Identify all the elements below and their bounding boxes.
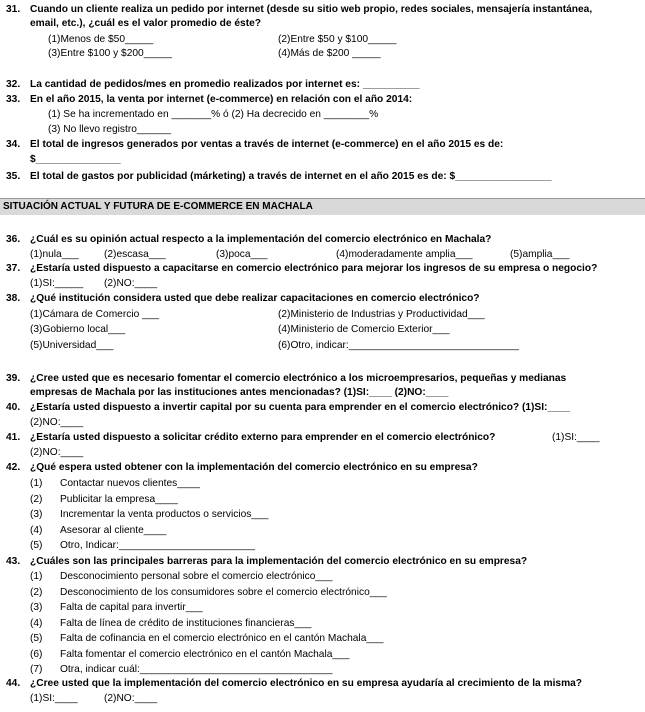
answer-option: (3) No llevo registro______ <box>48 124 171 135</box>
answer-option: (5)amplia___ <box>510 249 570 260</box>
question-number: 32. <box>6 79 21 90</box>
question-text: En el año 2015, la venta por internet (e-commerce) en relación con el año 2014: <box>30 94 413 105</box>
question-text: email, etc.), ¿cuál es el valor promedio de éste? <box>30 18 261 29</box>
answer-option: (2)escasa___ <box>104 249 166 260</box>
question-number: 40. <box>6 402 21 413</box>
answer-option: (2)Ministerio de Industrias y Productividad___ <box>278 309 485 320</box>
question-text: El total de ingresos generados por ventas a través de internet (e-commerce) en el año 2015 es de: <box>30 139 504 150</box>
answer-option: (1) Se ha incrementado en _______% ó (2) Ha decrecido en ________% <box>48 109 379 120</box>
answer-option: (2)Entre $50 y $100_____ <box>278 34 397 45</box>
list-item: Incrementar la venta productos o servicios___ <box>60 509 269 520</box>
question-text: ¿Qué espera usted obtener con la implementación del comercio electrónico en su empresa? <box>30 462 478 473</box>
answer-option: (5)Universidad___ <box>30 340 114 351</box>
answer-option: (3)Gobierno local___ <box>30 324 126 335</box>
question-text: El total de gastos por publicidad (márketing) a través de internet en el año 2015 es de: $_________________ <box>30 171 552 182</box>
list-item: Desconocimiento de los consumidores sobre el comercio electrónico___ <box>60 586 387 598</box>
list-item-number: (3) <box>30 602 43 613</box>
answer-option: (4)moderadamente amplia___ <box>336 249 473 260</box>
list-item-number: (6) <box>30 648 43 660</box>
question-text: ¿Cree usted que es necesario fomentar el comercio electrónico a los microempresarios, pequeñas y medianas <box>30 373 567 384</box>
list-item-number: (1) <box>30 478 43 489</box>
question-number: 37. <box>6 263 21 274</box>
question-number: 34. <box>6 139 21 150</box>
question-number: 33. <box>6 94 21 105</box>
list-item: Falta de cofinancia en el comercio electrónico en el cantón Machala___ <box>60 633 384 644</box>
question-text: ¿Qué institución considera usted que debe realizar capacitaciones en comercio electrónico? <box>30 293 480 304</box>
question-number: 38. <box>6 293 21 304</box>
list-item-number: (2) <box>30 493 43 505</box>
question-number: 41. <box>6 432 21 443</box>
question-text: ¿Cuál es su opinión actual respecto a la implementación del comercio electrónico en Machala? <box>30 234 492 245</box>
list-item: Contactar nuevos clientes____ <box>60 478 200 489</box>
question-text: ¿Cree usted que la implementación del comercio electrónico en su empresa ayudaría al crecimiento de la misma? <box>30 678 583 689</box>
question-number: 44. <box>6 678 21 689</box>
answer-option: (1)SI:____ <box>552 432 600 443</box>
answer-option: (1)SI:_____ <box>30 278 84 289</box>
list-item-number: (5) <box>30 540 43 551</box>
list-item-number: (4) <box>30 524 43 536</box>
question-text: ¿Estaría usted dispuesto a capacitarse en comercio electrónico para mejorar los ingresos de su empresa o negocio? <box>30 263 598 274</box>
answer-option: (1)SI:____ <box>30 693 78 704</box>
section-header <box>0 198 645 215</box>
question-number: 39. <box>6 373 21 384</box>
question-number: 36. <box>6 234 21 245</box>
list-item: Falta de línea de crédito de instituciones financieras___ <box>60 617 312 629</box>
list-item-number: (7) <box>30 664 43 675</box>
answer-option: (2)NO:____ <box>104 693 158 704</box>
question-text: La cantidad de pedidos/mes en promedio realizados por internet es: __________ <box>30 79 420 90</box>
answer-blank: $_______________ <box>30 154 121 165</box>
answer-option: (4)Ministerio de Comercio Exterior___ <box>278 324 450 335</box>
list-item: Otra, indicar cuál:__________________________________ <box>60 664 333 675</box>
answer-option: (3)Entre $100 y $200_____ <box>48 48 173 59</box>
section-title: SITUACIÓN ACTUAL Y FUTURA DE E-COMMERCE EN MACHALA <box>3 201 313 212</box>
list-item-number: (4) <box>30 617 43 629</box>
answer-option: (2)NO:____ <box>30 417 84 428</box>
answer-option: (2)NO:____ <box>30 447 84 458</box>
answer-option: (3)poca___ <box>216 249 268 260</box>
answer-option: (2)NO:____ <box>104 278 158 289</box>
list-item: Falta de capital para invertir___ <box>60 602 203 613</box>
question-text: ¿Cuáles son las principales barreras para la implementación del comercio electrónico en su empresa? <box>30 556 528 567</box>
list-item: Publicitar la empresa____ <box>60 493 178 505</box>
list-item-number: (5) <box>30 633 43 644</box>
answer-option: (6)Otro, indicar:______________________________ <box>278 340 519 351</box>
list-item-number: (3) <box>30 509 43 520</box>
question-text: empresas de Machala por las instituciones antes mencionadas? (1)SI:____ (2)NO:____ <box>30 387 449 398</box>
question-number: 42. <box>6 462 21 473</box>
list-item: Otro, Indicar:________________________ <box>60 540 255 551</box>
list-item-number: (2) <box>30 586 43 598</box>
answer-option: (1)Menos de $50_____ <box>48 34 154 45</box>
list-item-number: (1) <box>30 571 43 582</box>
answer-option: (1)Cámara de Comercio ___ <box>30 309 160 320</box>
question-text: Cuando un cliente realiza un pedido por internet (desde su sitio web propio, redes sociales, mensajería instantánea, <box>30 4 593 15</box>
list-item: Falta fomentar el comercio electrónico en el cantón Machala___ <box>60 648 350 660</box>
question-text: ¿Estaría usted dispuesto a solicitar crédito externo para emprender en el comercio electrónico? <box>30 432 496 443</box>
list-item: Asesorar al cliente____ <box>60 524 167 536</box>
question-number: 43. <box>6 556 21 567</box>
answer-option: (1)nula___ <box>30 249 79 260</box>
question-number: 35. <box>6 171 21 182</box>
list-item: Desconocimiento personal sobre el comercio electrónico___ <box>60 571 333 582</box>
answer-option: (4)Más de $200 _____ <box>278 48 381 59</box>
question-text: ¿Estaría usted dispuesto a invertir capital por su cuenta para emprender en el comercio electrónico? (1)SI:____ <box>30 402 571 413</box>
question-number: 31. <box>6 4 21 15</box>
